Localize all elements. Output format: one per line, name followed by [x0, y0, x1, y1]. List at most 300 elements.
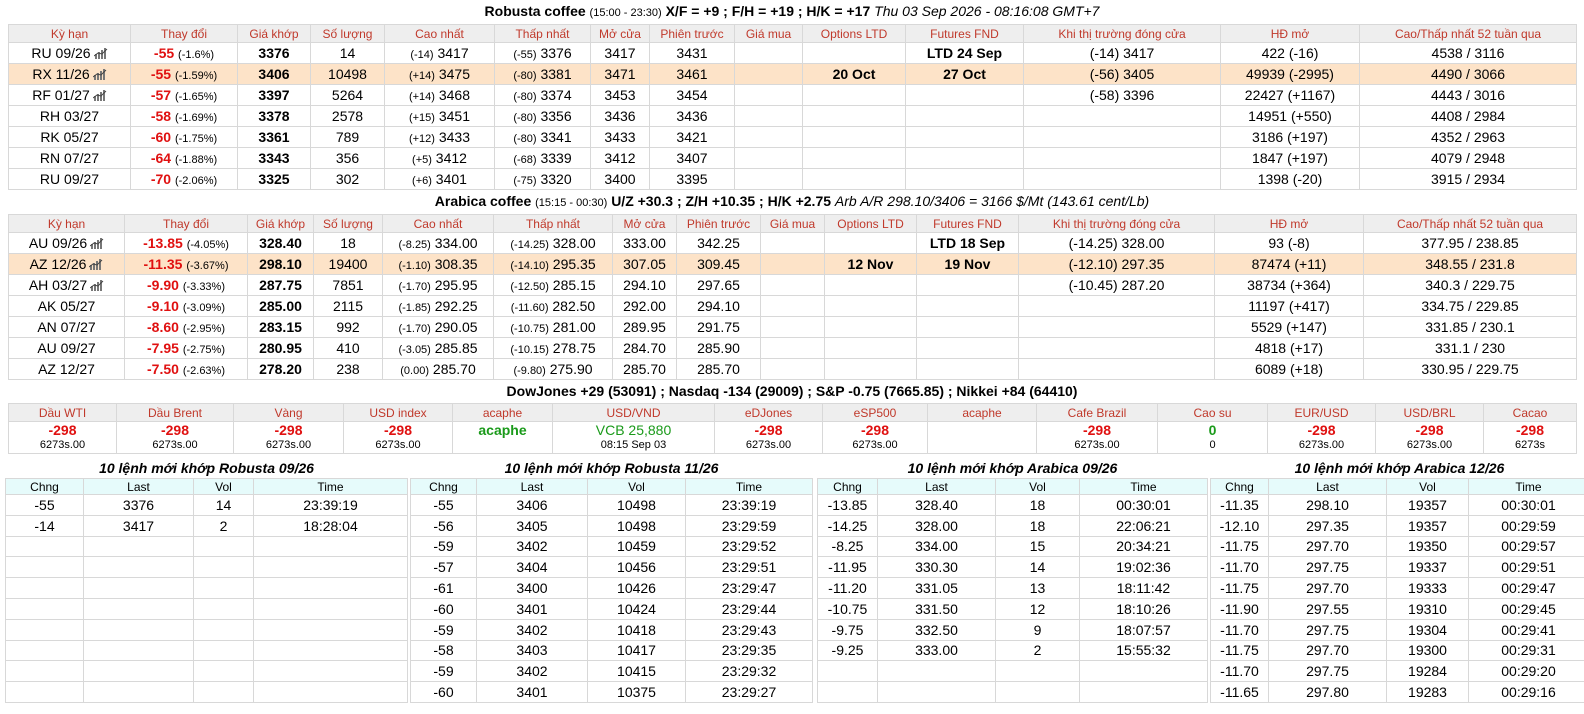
matched-price: 283.15 — [248, 317, 314, 338]
change-percent: (-2.75%) — [182, 344, 225, 356]
open-price: 307.05 — [613, 254, 677, 275]
trade-volume: 19304 — [1387, 619, 1469, 640]
market-close-cell — [1024, 127, 1221, 148]
contract-row[interactable] — [9, 233, 1577, 254]
column-header: Options LTD — [825, 215, 917, 233]
contract-term-cell[interactable] — [9, 85, 131, 106]
robusta-title-line — [0, 1, 1584, 21]
change-percent: (-1.75%) — [174, 133, 218, 145]
index-label[interactable]: USD/BRL — [1376, 404, 1484, 422]
trade-time: 00:30:01 — [1469, 495, 1584, 516]
trade-row — [6, 495, 408, 516]
robusta-quote-table — [8, 24, 1577, 190]
change-cell — [131, 64, 238, 85]
market-close-cell — [1019, 296, 1215, 317]
matched-price: 3397 — [238, 85, 311, 106]
trade-change: -55 — [6, 495, 84, 516]
trade-change: -8.25 — [818, 536, 878, 557]
recent-trades-title: 10 lệnh mới khớp Arabica 09/26 — [907, 460, 1118, 476]
bid-price — [761, 296, 825, 317]
low-delta: (-12.50) — [510, 281, 549, 293]
change-value: -55 — [153, 45, 175, 61]
high-delta: (-1.70) — [398, 281, 431, 293]
volume: 19400 — [314, 254, 383, 275]
trade-volume: 18 — [996, 495, 1080, 516]
contract-term[interactable]: AZ 12/26 — [29, 256, 87, 272]
trade-last — [84, 619, 194, 640]
trade-volume: 19350 — [1387, 536, 1469, 557]
week52-range: 4079 / 2948 — [1360, 148, 1577, 169]
index-cell[interactable] — [823, 422, 928, 454]
trade-row — [411, 598, 813, 619]
low-value: 282.50 — [552, 298, 596, 314]
close-value: 3396 — [1123, 87, 1155, 103]
high-value: 292.25 — [434, 298, 478, 314]
index-label[interactable]: eDJones — [715, 404, 823, 422]
low-delta: (-55) — [513, 49, 537, 61]
low-value: 3376 — [540, 45, 572, 61]
index-cell[interactable] — [1376, 422, 1484, 454]
high-delta: (+12) — [408, 133, 435, 145]
options-ltd — [803, 148, 906, 169]
trade-volume: 10418 — [588, 619, 686, 640]
contract-term-cell[interactable] — [9, 296, 125, 317]
chart-icon[interactable] — [90, 236, 104, 247]
trades-column-header: Last — [878, 479, 996, 495]
low-value: 278.75 — [552, 340, 596, 356]
trade-time: 00:29:41 — [1469, 619, 1584, 640]
trade-change — [6, 661, 84, 682]
contract-row[interactable] — [9, 85, 1577, 106]
contract-term[interactable]: RX 11/26 — [32, 66, 90, 82]
trade-time — [1080, 682, 1208, 703]
contract-term[interactable]: RU 09/27 — [39, 171, 100, 187]
trade-change: -11.70 — [1211, 557, 1269, 578]
trade-last: 297.75 — [1269, 661, 1387, 682]
contract-term-cell[interactable] — [9, 43, 131, 64]
trade-time: 23:29:44 — [686, 598, 813, 619]
trade-time: 00:29:31 — [1469, 640, 1584, 661]
trade-row — [1211, 536, 1584, 557]
trade-volume: 10456 — [588, 557, 686, 578]
market-close-cell — [1024, 169, 1221, 190]
index-label[interactable]: Cao su — [1158, 404, 1268, 422]
trade-volume: 9 — [996, 619, 1080, 640]
change-percent: (-1.6%) — [178, 49, 215, 61]
column-header: Khi thị trường đóng cửa — [1024, 25, 1221, 43]
open-interest: 6089 (+18) — [1215, 359, 1364, 380]
index-header-row — [9, 404, 1577, 422]
week52-range: 4408 / 2984 — [1360, 106, 1577, 127]
contract-row[interactable] — [9, 64, 1577, 85]
matched-price: 3378 — [238, 106, 311, 127]
contract-row[interactable] — [9, 296, 1577, 317]
contract-term-cell[interactable] — [9, 169, 131, 190]
column-header: Giá mua — [735, 25, 803, 43]
index-cell[interactable] — [928, 422, 1037, 454]
column-header: Kỳ hạn — [9, 215, 125, 233]
column-header: Giá mua — [761, 215, 825, 233]
index-cell[interactable] — [344, 422, 453, 454]
recent-trades-table — [817, 458, 1208, 703]
index-label[interactable]: eSP500 — [823, 404, 928, 422]
high-delta: (-14) — [410, 49, 434, 61]
trade-volume: 12 — [996, 598, 1080, 619]
previous-close: 285.90 — [677, 338, 761, 359]
contract-row[interactable] — [9, 317, 1577, 338]
high-value: 3417 — [437, 45, 469, 61]
low-delta: (-80) — [513, 133, 537, 145]
week52-range: 331.85 / 230.1 — [1364, 317, 1577, 338]
trade-row — [411, 661, 813, 682]
contract-term-cell[interactable] — [9, 106, 131, 127]
close-delta: (-12.10) — [1068, 256, 1118, 272]
trade-last: 3400 — [477, 578, 588, 599]
trade-time: 23:29:32 — [686, 661, 813, 682]
trade-last: 328.00 — [878, 515, 996, 536]
contract-row[interactable] — [9, 106, 1577, 127]
trades-column-header: Last — [1269, 479, 1387, 495]
high-value: 290.05 — [434, 319, 478, 335]
index-label[interactable]: EUR/USD — [1268, 404, 1376, 422]
trade-time: 00:29:45 — [1469, 598, 1584, 619]
low-delta: (-80) — [513, 91, 537, 103]
trade-last — [84, 640, 194, 661]
trade-change: -58 — [411, 640, 477, 661]
high-cell — [385, 169, 495, 190]
index-cell[interactable] — [117, 422, 234, 454]
trade-change: -12.10 — [1211, 515, 1269, 536]
chart-icon[interactable] — [94, 46, 108, 57]
contract-term-cell[interactable] — [9, 338, 125, 359]
change-percent: (-4.05%) — [186, 239, 229, 251]
high-delta: (+14) — [408, 70, 435, 82]
contract-term[interactable]: AU 09/27 — [37, 340, 96, 356]
contract-term-cell[interactable] — [9, 148, 131, 169]
contract-term-cell[interactable] — [9, 254, 125, 275]
index-cell[interactable] — [1158, 422, 1268, 454]
open-price: 289.95 — [613, 317, 677, 338]
open-interest: 49939 (-2995) — [1221, 64, 1360, 85]
trade-time: 23:29:52 — [686, 536, 813, 557]
trade-last: 3402 — [477, 661, 588, 682]
contract-term[interactable]: RF 01/27 — [32, 87, 90, 103]
trade-change — [6, 619, 84, 640]
open-interest: 1398 (-20) — [1221, 169, 1360, 190]
trade-last: 332.50 — [878, 619, 996, 640]
high-cell — [385, 127, 495, 148]
index-value-row — [9, 422, 1577, 454]
index-cell[interactable] — [234, 422, 344, 454]
trades-column-header: Time — [1080, 479, 1208, 495]
trade-change: -10.75 — [818, 598, 878, 619]
contract-term[interactable]: AZ 12/27 — [38, 361, 95, 377]
contract-term-cell[interactable] — [9, 275, 125, 296]
change-value: -70 — [150, 171, 172, 187]
contract-row[interactable] — [9, 127, 1577, 148]
volume: 238 — [314, 359, 383, 380]
matched-price: 3406 — [238, 64, 311, 85]
volume: 5264 — [311, 85, 385, 106]
index-sub: 6273s.00 — [1298, 439, 1345, 451]
trade-last: 297.80 — [1269, 682, 1387, 703]
trade-row — [1211, 515, 1584, 536]
market-close-cell — [1024, 85, 1221, 106]
trade-row — [6, 598, 408, 619]
contract-row[interactable] — [9, 43, 1577, 64]
low-cell — [495, 43, 591, 64]
change-percent: (-2.95%) — [182, 323, 225, 335]
index-sub: 08:15 Sep 03 — [600, 439, 667, 451]
trade-volume: 10498 — [588, 495, 686, 516]
index-label[interactable]: Cacao — [1484, 404, 1577, 422]
trade-row — [411, 682, 813, 703]
chart-icon[interactable] — [90, 278, 104, 289]
week52-range: 4538 / 3116 — [1360, 43, 1577, 64]
bid-price — [735, 148, 803, 169]
index-value: -298 — [1082, 422, 1112, 438]
trade-change: -11.35 — [1211, 495, 1269, 516]
high-delta: (-1.70) — [398, 323, 431, 335]
contract-term-cell[interactable] — [9, 127, 131, 148]
open-interest: 22427 (+1167) — [1221, 85, 1360, 106]
index-label[interactable]: Dầu Brent — [117, 404, 234, 422]
low-cell — [495, 148, 591, 169]
close-delta: (-58) — [1089, 87, 1120, 103]
low-delta: (-10.75) — [510, 323, 549, 335]
low-value: 3341 — [540, 129, 572, 145]
index-cell[interactable] — [9, 422, 117, 454]
contract-term-cell[interactable] — [9, 359, 125, 380]
week52-range: 377.95 / 238.85 — [1364, 233, 1577, 254]
trade-volume: 10424 — [588, 598, 686, 619]
high-cell — [385, 85, 495, 106]
market-close-cell — [1024, 148, 1221, 169]
trade-last: 334.00 — [878, 536, 996, 557]
change-percent: (-1.88%) — [174, 154, 218, 166]
contract-row[interactable] — [9, 275, 1577, 296]
chart-icon[interactable] — [89, 257, 103, 268]
trade-change: -11.20 — [818, 578, 878, 599]
volume: 10498 — [311, 64, 385, 85]
high-delta: (0.00) — [400, 365, 430, 377]
trades-column-header: Last — [84, 479, 194, 495]
trade-last: 331.05 — [878, 578, 996, 599]
trades-column-header: Vol — [588, 479, 686, 495]
open-interest: 38734 (+364) — [1215, 275, 1364, 296]
trade-volume: 19300 — [1387, 640, 1469, 661]
trades-column-header: Vol — [194, 479, 254, 495]
high-delta: (-1.10) — [398, 260, 431, 272]
matched-price: 3361 — [238, 127, 311, 148]
trade-volume: 10459 — [588, 536, 686, 557]
high-cell — [383, 338, 494, 359]
robusta-name: Robusta coffee — [484, 3, 586, 19]
low-cell — [494, 338, 613, 359]
index-value: -298 — [274, 422, 303, 438]
previous-close: 294.10 — [677, 296, 761, 317]
market-close-cell — [1024, 64, 1221, 85]
previous-close: 291.75 — [677, 317, 761, 338]
index-cell[interactable] — [1037, 422, 1158, 454]
recent-trades-title: 10 lệnh mới khớp Arabica 12/26 — [1294, 460, 1505, 476]
futures-fnd: 19 Nov — [917, 254, 1019, 275]
open-interest: 11197 (+417) — [1215, 296, 1364, 317]
low-value: 3374 — [540, 87, 572, 103]
index-cell[interactable] — [1484, 422, 1577, 454]
trade-time: 18:07:57 — [1080, 619, 1208, 640]
open-price: 3417 — [591, 43, 650, 64]
open-interest: 3186 (+197) — [1221, 127, 1360, 148]
index-sub: 6273s.00 — [39, 439, 86, 451]
trades-header-row — [818, 479, 1208, 495]
matched-price: 3325 — [238, 169, 311, 190]
trade-time: 23:29:43 — [686, 619, 813, 640]
contract-row[interactable] — [9, 169, 1577, 190]
trade-change: -14 — [6, 515, 84, 536]
low-delta: (-80) — [513, 112, 537, 124]
trade-volume: 15 — [996, 536, 1080, 557]
matched-price: 298.10 — [248, 254, 314, 275]
options-ltd: 12 Nov — [825, 254, 917, 275]
close-delta: (-14) — [1089, 45, 1120, 61]
trade-volume: 10498 — [588, 515, 686, 536]
column-header: Số lượng — [311, 25, 385, 43]
index-label[interactable]: USD index — [344, 404, 453, 422]
trade-time: 18:28:04 — [254, 515, 408, 536]
index-value: -298 — [1307, 422, 1336, 438]
open-price: 3453 — [591, 85, 650, 106]
low-cell — [495, 64, 591, 85]
index-value: -298 — [383, 422, 413, 438]
change-cell — [125, 359, 248, 380]
index-sub: 6273s.00 — [1406, 439, 1453, 451]
contract-term[interactable]: AH 03/27 — [28, 277, 88, 293]
previous-close: 342.25 — [677, 233, 761, 254]
open-interest: 93 (-8) — [1215, 233, 1364, 254]
trade-volume — [996, 661, 1080, 682]
chart-icon[interactable] — [93, 88, 107, 99]
trade-time — [254, 578, 408, 599]
change-cell — [131, 43, 238, 64]
column-header: Futures FND — [917, 215, 1019, 233]
bid-price — [735, 169, 803, 190]
index-value: -298 — [1415, 422, 1444, 438]
contract-term[interactable]: RH 03/27 — [39, 108, 100, 124]
matched-price: 280.95 — [248, 338, 314, 359]
index-label[interactable]: acaphe — [928, 404, 1037, 422]
open-interest: 5529 (+147) — [1215, 317, 1364, 338]
arabica-hours: (15:15 - 00:30) — [535, 197, 608, 209]
high-cell — [385, 64, 495, 85]
low-value: 3356 — [540, 108, 572, 124]
change-percent: (-1.69%) — [174, 112, 218, 124]
bid-price — [761, 338, 825, 359]
previous-close: 3431 — [650, 43, 735, 64]
futures-fnd — [917, 338, 1019, 359]
trade-last: 3402 — [477, 619, 588, 640]
trade-volume — [194, 640, 254, 661]
open-price: 3412 — [591, 148, 650, 169]
contract-row[interactable] — [9, 148, 1577, 169]
close-delta: (-10.45) — [1068, 277, 1118, 293]
contract-term-cell[interactable] — [9, 233, 125, 254]
trade-volume: 10375 — [588, 682, 686, 703]
contract-term[interactable]: AN 07/27 — [37, 319, 96, 335]
contract-term[interactable]: RK 05/27 — [40, 129, 99, 145]
index-label[interactable]: USD/VND — [553, 404, 715, 422]
trade-volume: 19337 — [1387, 557, 1469, 578]
change-cell — [125, 296, 248, 317]
contract-term-cell[interactable] — [9, 317, 125, 338]
index-cell[interactable] — [1268, 422, 1376, 454]
contract-row[interactable] — [9, 338, 1577, 359]
trades-column-header: Chng — [818, 479, 878, 495]
futures-fnd — [906, 169, 1024, 190]
contract-row[interactable] — [9, 359, 1577, 380]
trade-time — [254, 536, 408, 557]
index-label[interactable]: Cafe Brazil — [1037, 404, 1158, 422]
trade-row — [1211, 495, 1584, 516]
previous-close: 309.45 — [677, 254, 761, 275]
recent-trades-section — [5, 458, 1577, 703]
market-close-cell — [1024, 43, 1221, 64]
change-cell — [131, 169, 238, 190]
low-delta: (-11.60) — [510, 302, 549, 314]
contract-term[interactable]: AU 09/26 — [28, 235, 88, 251]
trade-row — [6, 640, 408, 661]
contract-term-cell[interactable] — [9, 64, 131, 85]
index-label[interactable]: Vàng — [234, 404, 344, 422]
trade-row — [6, 661, 408, 682]
high-value: 308.35 — [434, 256, 478, 272]
trade-row — [818, 495, 1208, 516]
column-header: Mở cửa — [591, 25, 650, 43]
chart-icon[interactable] — [93, 67, 107, 78]
index-value: -298 — [48, 422, 77, 438]
markets-text: DowJones +29 (53091) ; Nasdaq -134 (29009) ; S&P -0.75 (7665.85) ; Nikkei +84 (64410) — [506, 383, 1078, 399]
index-cell[interactable] — [715, 422, 823, 454]
contract-term[interactable]: RN 07/27 — [39, 150, 100, 166]
contract-term[interactable]: AK 05/27 — [37, 298, 96, 314]
change-percent: (-1.59%) — [174, 70, 218, 82]
contract-term[interactable]: RU 09/26 — [31, 45, 91, 61]
volume: 7851 — [314, 275, 383, 296]
high-cell — [383, 254, 494, 275]
options-ltd — [825, 359, 917, 380]
high-delta: (+15) — [408, 112, 435, 124]
trade-change — [6, 598, 84, 619]
trade-last: 297.35 — [1269, 515, 1387, 536]
contract-row[interactable] — [9, 254, 1577, 275]
index-value: -298 — [160, 422, 190, 438]
column-header: Khi thị trường đóng cửa — [1019, 215, 1215, 233]
change-percent: (-3.33%) — [182, 281, 225, 293]
trade-time: 23:29:27 — [686, 682, 813, 703]
index-cell[interactable] — [453, 422, 553, 454]
index-label[interactable]: acaphe — [453, 404, 553, 422]
trade-change: -60 — [411, 598, 477, 619]
low-delta: (-14.25) — [510, 239, 549, 251]
trade-time — [1080, 661, 1208, 682]
change-cell — [125, 317, 248, 338]
change-percent: (-2.63%) — [182, 365, 225, 377]
matched-price: 3376 — [238, 43, 311, 64]
index-cell[interactable] — [553, 422, 715, 454]
index-label[interactable]: Dầu WTI — [9, 404, 117, 422]
trade-time: 23:29:59 — [686, 515, 813, 536]
volume: 14 — [311, 43, 385, 64]
